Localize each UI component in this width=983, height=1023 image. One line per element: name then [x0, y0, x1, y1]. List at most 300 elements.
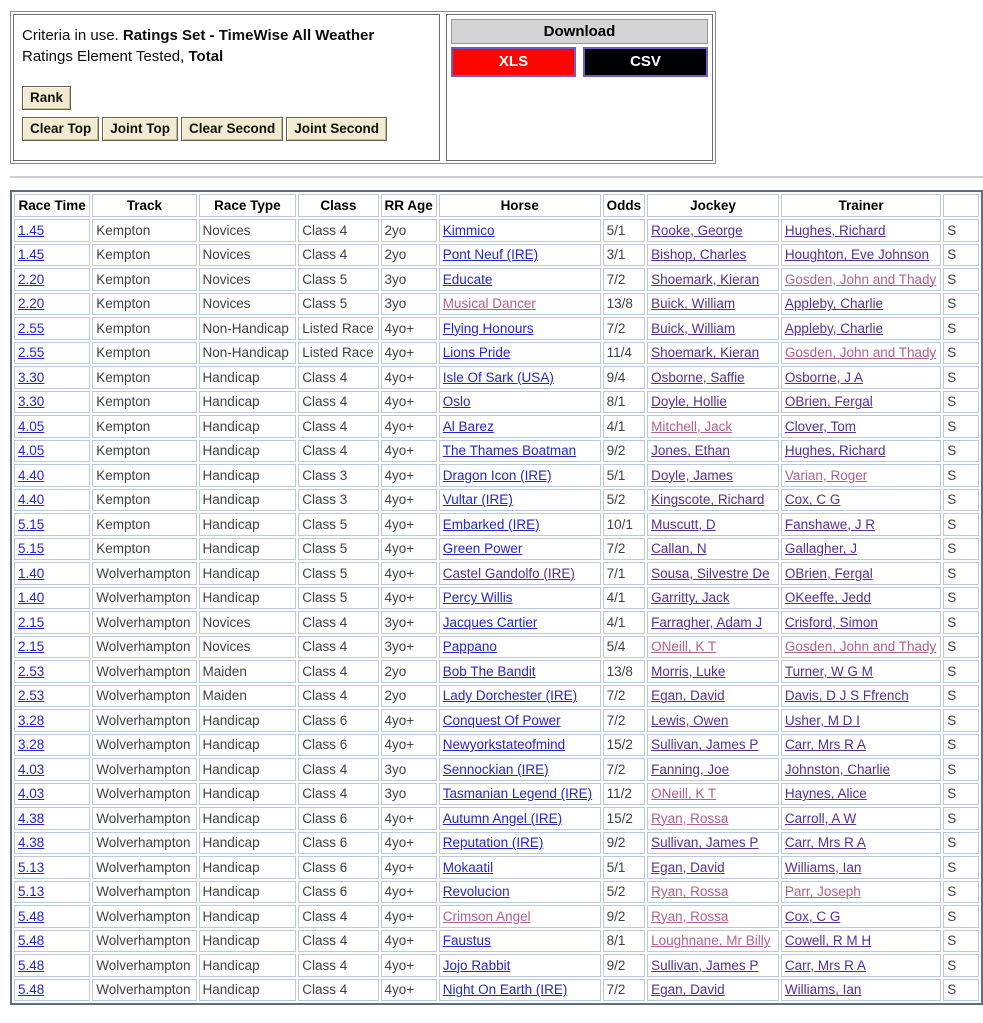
trainer-link[interactable]: Varian, Roger: [784, 467, 868, 483]
horse-link[interactable]: Jacques Cartier: [442, 614, 538, 630]
class-cell-cell: Class 5: [298, 538, 378, 561]
race-time-link[interactable]: 1.45: [18, 247, 45, 263]
horse-link-cell: [439, 440, 601, 463]
trainer-link[interactable]: Gallagher, J: [784, 541, 857, 557]
horse-link[interactable]: Crimson Angel: [442, 908, 531, 924]
extra-cell-cell: S: [943, 513, 979, 536]
jockey-link-cell: [647, 317, 779, 340]
race-type-cell-cell: Non-Handicap: [199, 317, 297, 340]
jockey-link[interactable]: Buick, William: [651, 296, 736, 312]
horse-link-cell: [439, 513, 601, 536]
class-cell-cell: Class 4: [298, 783, 378, 806]
joint-top-button[interactable]: Joint Top: [102, 117, 178, 141]
criteria-panel: [13, 14, 440, 161]
horse-link[interactable]: Dragon Icon (IRE): [442, 467, 552, 483]
trainer-link[interactable]: Carr, Mrs R A: [784, 957, 866, 973]
trainer-link[interactable]: Usher, M D I: [784, 712, 860, 728]
extra-cell-cell: S: [943, 954, 979, 977]
rr-age-cell-cell: 4yo+: [381, 317, 437, 340]
rr-age-cell-cell: 4yo+: [381, 489, 437, 512]
race-time-link[interactable]: 4.40: [18, 467, 45, 483]
extra-cell-cell: S: [943, 464, 979, 487]
race-type-cell-cell: Novices: [199, 268, 297, 291]
horse-link[interactable]: Castel Gandolfo (IRE): [442, 565, 575, 581]
race-time-link-cell: [14, 464, 90, 487]
odds-cell-cell: 7/1: [603, 562, 646, 585]
race-time-link[interactable]: 2.53: [18, 663, 45, 679]
trainer-link-cell: [781, 636, 941, 659]
odds-cell-cell: 11/2: [603, 783, 646, 806]
horse-link[interactable]: Mokaatil: [442, 859, 494, 875]
race-time-link[interactable]: 4.38: [18, 835, 45, 851]
trainer-link-cell: [781, 464, 941, 487]
jockey-link[interactable]: Buick, William: [651, 320, 736, 336]
rr-age-cell-cell: 4yo+: [381, 930, 437, 953]
horse-link[interactable]: Newyorkstateofmind: [442, 737, 566, 753]
column-header-race-type: Race Type: [199, 194, 297, 217]
track-cell-cell: Wolverhampton: [92, 611, 196, 634]
horse-link[interactable]: Kimmico: [442, 222, 495, 238]
horse-link-cell: [439, 709, 601, 732]
track-cell-cell: Kempton: [92, 489, 196, 512]
race-time-link-cell: [14, 611, 90, 634]
class-cell-cell: Class 4: [298, 244, 378, 267]
race-type-cell-cell: Handicap: [199, 856, 297, 879]
table-row: [14, 954, 979, 977]
jockey-link-cell: [647, 489, 779, 512]
race-time-link[interactable]: 2.15: [18, 614, 45, 630]
jockey-link[interactable]: Ryan, Rossa: [651, 908, 729, 924]
class-cell-cell: Class 5: [298, 562, 378, 585]
odds-cell-cell: 7/2: [603, 709, 646, 732]
race-time-link[interactable]: 3.30: [18, 394, 45, 410]
trainer-link[interactable]: Appleby, Charlie: [784, 320, 883, 336]
jockey-link-cell: [647, 391, 779, 414]
horse-link[interactable]: Faustus: [442, 933, 491, 949]
horse-link-cell: [439, 930, 601, 953]
table-row: [14, 783, 979, 806]
jockey-link[interactable]: Ryan, Rossa: [651, 884, 729, 900]
trainer-link-cell: [781, 881, 941, 904]
race-time-link[interactable]: 2.15: [18, 639, 45, 655]
clear-top-button[interactable]: Clear Top: [22, 117, 99, 141]
trainer-link[interactable]: Williams, Ian: [784, 982, 862, 998]
race-time-link[interactable]: 5.48: [18, 933, 45, 949]
odds-cell-cell: 5/1: [603, 219, 646, 242]
race-type-cell-cell: Handicap: [199, 464, 297, 487]
horse-link-cell: [439, 293, 601, 316]
race-time-link-cell: [14, 685, 90, 708]
race-type-cell-cell: Novices: [199, 636, 297, 659]
race-type-cell-cell: Handicap: [199, 415, 297, 438]
trainer-link-cell: [781, 660, 941, 683]
track-cell-cell: Kempton: [92, 342, 196, 365]
trainer-link[interactable]: Hughes, Richard: [784, 443, 886, 459]
trainer-link[interactable]: Davis, D J S Ffrench: [784, 688, 909, 704]
extra-cell-cell: S: [943, 734, 979, 757]
table-row: [14, 415, 979, 438]
trainer-link[interactable]: Cowell, R M H: [784, 933, 872, 949]
horse-link[interactable]: Autumn Angel (IRE): [442, 810, 563, 826]
race-type-cell-cell: Handicap: [199, 979, 297, 1002]
race-time-link[interactable]: 4.40: [18, 492, 45, 508]
race-time-link[interactable]: 3.30: [18, 369, 45, 385]
race-time-link-cell: [14, 954, 90, 977]
trainer-link[interactable]: OBrien, Fergal: [784, 565, 873, 581]
table-row: [14, 832, 979, 855]
column-header-track: Track: [92, 194, 196, 217]
jockey-link[interactable]: Ryan, Rossa: [651, 810, 729, 826]
rank-button[interactable]: Rank: [22, 86, 71, 110]
race-time-link-cell: [14, 293, 90, 316]
trainer-link[interactable]: Gosden, John and Thady: [784, 345, 937, 361]
rr-age-cell-cell: 4yo+: [381, 538, 437, 561]
jockey-link[interactable]: Shoemark, Kieran: [651, 345, 760, 361]
download-xls-button[interactable]: XLS: [451, 47, 576, 77]
horse-link-cell: [439, 489, 601, 512]
race-time-link[interactable]: 2.55: [18, 320, 45, 336]
horse-link-cell: [439, 905, 601, 928]
race-time-link[interactable]: 5.15: [18, 516, 45, 532]
jockey-link[interactable]: Doyle, James: [651, 467, 733, 483]
extra-cell-cell: S: [943, 636, 979, 659]
rr-age-cell-cell: 4yo+: [381, 832, 437, 855]
download-csv-button[interactable]: CSV: [583, 47, 708, 77]
horse-link[interactable]: Tasmanian Legend (IRE): [442, 786, 593, 802]
trainer-link[interactable]: OBrien, Fergal: [784, 394, 873, 410]
race-time-link[interactable]: 5.48: [18, 908, 45, 924]
download-title: Download: [451, 19, 708, 44]
race-time-link[interactable]: 3.28: [18, 737, 45, 753]
trainer-link-cell: [781, 219, 941, 242]
jockey-link-cell: [647, 905, 779, 928]
ratings-set-value: Ratings Set - TimeWise All Weather: [122, 27, 375, 44]
table-row: [14, 562, 979, 585]
horse-link[interactable]: Green Power: [442, 541, 523, 557]
jockey-link[interactable]: Morris, Luke: [651, 663, 726, 679]
table-row: [14, 807, 979, 830]
rank-row: [22, 86, 433, 110]
race-time-link-cell: [14, 489, 90, 512]
horse-link-cell: [439, 611, 601, 634]
track-cell-cell: Kempton: [92, 317, 196, 340]
track-cell-cell: Wolverhampton: [92, 587, 196, 610]
track-cell-cell: Wolverhampton: [92, 685, 196, 708]
jockey-link[interactable]: ONeill, K T: [651, 639, 717, 655]
jockey-link[interactable]: Callan, N: [651, 541, 707, 557]
extra-cell-cell: S: [943, 587, 979, 610]
jockey-link[interactable]: Kingscote, Richard: [651, 492, 765, 508]
track-cell-cell: Wolverhampton: [92, 709, 196, 732]
horse-link-cell: [439, 538, 601, 561]
race-time-link-cell: [14, 268, 90, 291]
horse-link[interactable]: Pont Neuf (IRE): [442, 247, 539, 263]
class-cell-cell: Class 4: [298, 905, 378, 928]
odds-cell-cell: 7/2: [603, 979, 646, 1002]
trainer-link-cell: [781, 709, 941, 732]
race-time-link-cell: [14, 905, 90, 928]
class-cell-cell: Class 4: [298, 415, 378, 438]
trainer-link[interactable]: Gosden, John and Thady: [784, 271, 937, 287]
race-type-cell-cell: Handicap: [199, 881, 297, 904]
jockey-link-cell: [647, 513, 779, 536]
jockey-link[interactable]: Egan, David: [651, 859, 725, 875]
jockey-link[interactable]: Egan, David: [651, 688, 725, 704]
jockey-link[interactable]: Fanning, Joe: [651, 761, 730, 777]
trainer-link-cell: [781, 342, 941, 365]
odds-cell-cell: 4/1: [603, 611, 646, 634]
race-time-link[interactable]: 4.05: [18, 418, 45, 434]
class-cell-cell: Class 6: [298, 709, 378, 732]
race-time-link[interactable]: 4.38: [18, 810, 45, 826]
jockey-link[interactable]: Lewis, Owen: [651, 712, 729, 728]
race-type-cell-cell: Handicap: [199, 366, 297, 389]
track-cell-cell: Wolverhampton: [92, 562, 196, 585]
rr-age-cell-cell: 4yo+: [381, 391, 437, 414]
horse-link[interactable]: Isle Of Sark (USA): [442, 369, 554, 385]
trainer-link[interactable]: Osborne, J A: [784, 369, 863, 385]
race-time-link[interactable]: 2.55: [18, 345, 45, 361]
track-cell-cell: Wolverhampton: [92, 881, 196, 904]
race-type-cell-cell: Maiden: [199, 660, 297, 683]
rr-age-cell-cell: 3yo: [381, 758, 437, 781]
race-time-link[interactable]: 5.48: [18, 982, 45, 998]
extra-cell-cell: S: [943, 562, 979, 585]
jockey-link[interactable]: Sullivan, James P: [651, 957, 759, 973]
odds-cell-cell: 7/2: [603, 685, 646, 708]
race-time-link[interactable]: 4.05: [18, 443, 45, 459]
trainer-link-cell: [781, 611, 941, 634]
trainer-link[interactable]: Turner, W G M: [784, 663, 873, 679]
horse-link-cell: [439, 807, 601, 830]
horse-link-cell: [439, 856, 601, 879]
race-time-link-cell: [14, 562, 90, 585]
horse-link[interactable]: Embarked (IRE): [442, 516, 540, 532]
joint-second-button[interactable]: Joint Second: [286, 117, 387, 141]
jockey-link[interactable]: Bishop, Charles: [651, 247, 747, 263]
trainer-link[interactable]: Houghton, Eve Johnson: [784, 247, 930, 263]
track-cell-cell: Wolverhampton: [92, 954, 196, 977]
table-row: [14, 538, 979, 561]
horse-link-cell: [439, 317, 601, 340]
column-header-jockey: Jockey: [647, 194, 779, 217]
jockey-link[interactable]: ONeill, K T: [651, 786, 717, 802]
race-type-cell-cell: Handicap: [199, 489, 297, 512]
race-time-link-cell: [14, 342, 90, 365]
column-header-horse: Horse: [439, 194, 601, 217]
odds-cell-cell: 5/4: [603, 636, 646, 659]
criteria-line1-text: Criteria in use.: [22, 27, 123, 44]
rr-age-cell-cell: 4yo+: [381, 954, 437, 977]
race-time-link-cell: [14, 244, 90, 267]
horse-link[interactable]: Jojo Rabbit: [442, 957, 511, 973]
jockey-link[interactable]: Mitchell, Jack: [651, 418, 733, 434]
horse-link[interactable]: The Thames Boatman: [442, 443, 577, 459]
jockey-link[interactable]: Sullivan, James P: [651, 835, 759, 851]
table-row: [14, 611, 979, 634]
top-panel: [10, 11, 716, 164]
trainer-link-cell: [781, 268, 941, 291]
horse-link[interactable]: Bob The Bandit: [442, 663, 536, 679]
trainer-link[interactable]: Hughes, Richard: [784, 222, 886, 238]
jockey-link[interactable]: Garritty, Jack: [651, 590, 730, 606]
trainer-link[interactable]: Haynes, Alice: [784, 786, 867, 802]
race-time-link[interactable]: 5.13: [18, 884, 45, 900]
jockey-link-cell: [647, 881, 779, 904]
jockey-link[interactable]: Egan, David: [651, 982, 725, 998]
jockey-link[interactable]: Jones, Ethan: [651, 443, 730, 459]
jockey-link[interactable]: Rooke, George: [651, 222, 743, 238]
criteria-line-1: [22, 25, 433, 46]
horse-link-cell: [439, 342, 601, 365]
race-type-cell-cell: Handicap: [199, 587, 297, 610]
jockey-link-cell: [647, 636, 779, 659]
race-time-link[interactable]: 4.03: [18, 786, 45, 802]
race-time-link-cell: [14, 587, 90, 610]
horse-link[interactable]: Oslo: [442, 394, 471, 410]
rr-age-cell-cell: 4yo+: [381, 856, 437, 879]
track-cell-cell: Wolverhampton: [92, 783, 196, 806]
odds-cell-cell: 8/1: [603, 930, 646, 953]
horse-link[interactable]: Reputation (IRE): [442, 835, 544, 851]
race-time-link[interactable]: 1.40: [18, 590, 45, 606]
jockey-link[interactable]: Osborne, Saffie: [651, 369, 745, 385]
table-row: [14, 317, 979, 340]
clear-second-button[interactable]: Clear Second: [181, 117, 283, 141]
jockey-link-cell: [647, 783, 779, 806]
jockey-link[interactable]: Sousa, Silvestre De: [651, 565, 770, 581]
race-time-link[interactable]: 2.53: [18, 688, 45, 704]
horse-link[interactable]: Flying Honours: [442, 320, 534, 336]
trainer-link-cell: [781, 293, 941, 316]
rr-age-cell-cell: 4yo+: [381, 366, 437, 389]
class-cell-cell: Class 4: [298, 660, 378, 683]
trainer-link-cell: [781, 979, 941, 1002]
jockey-link-cell: [647, 611, 779, 634]
trainer-link[interactable]: Carroll, A W: [784, 810, 857, 826]
rr-age-cell-cell: 3yo: [381, 293, 437, 316]
horse-link[interactable]: Educate: [442, 271, 493, 287]
extra-cell-cell: S: [943, 783, 979, 806]
odds-cell-cell: 7/2: [603, 317, 646, 340]
race-time-link[interactable]: 1.45: [18, 222, 45, 238]
trainer-link-cell: [781, 391, 941, 414]
trainer-link[interactable]: Parr, Joseph: [784, 884, 861, 900]
trainer-link[interactable]: Gosden, John and Thady: [784, 639, 937, 655]
race-type-cell-cell: Handicap: [199, 562, 297, 585]
table-row: [14, 758, 979, 781]
horse-link[interactable]: Sennockian (IRE): [442, 761, 549, 777]
horse-link[interactable]: Vultar (IRE): [442, 492, 513, 508]
trainer-link-cell: [781, 366, 941, 389]
track-cell-cell: Kempton: [92, 293, 196, 316]
odds-cell-cell: 9/2: [603, 832, 646, 855]
extra-cell-cell: S: [943, 905, 979, 928]
trainer-link[interactable]: Cox, C G: [784, 908, 841, 924]
trainer-link[interactable]: Carr, Mrs R A: [784, 835, 866, 851]
race-time-link[interactable]: 3.28: [18, 712, 45, 728]
race-time-link[interactable]: 2.20: [18, 296, 45, 312]
table-row: [14, 513, 979, 536]
race-time-link[interactable]: 5.15: [18, 541, 45, 557]
table-row: [14, 979, 979, 1002]
trainer-link[interactable]: Johnston, Charlie: [784, 761, 890, 777]
jockey-link[interactable]: Doyle, Hollie: [651, 394, 727, 410]
jockey-link-cell: [647, 464, 779, 487]
jockey-link[interactable]: Sullivan, James P: [651, 737, 759, 753]
horse-link[interactable]: Conquest Of Power: [442, 712, 561, 728]
odds-cell-cell: 5/2: [603, 489, 646, 512]
table-row: [14, 464, 979, 487]
class-cell-cell: Class 5: [298, 293, 378, 316]
trainer-link-cell: [781, 440, 941, 463]
horse-link[interactable]: Revolucion: [442, 884, 510, 900]
horse-link-cell: [439, 660, 601, 683]
jockey-link[interactable]: Farragher, Adam J: [651, 614, 763, 630]
class-cell-cell: Class 6: [298, 856, 378, 879]
class-cell-cell: Listed Race: [298, 317, 378, 340]
race-time-link[interactable]: 2.20: [18, 271, 45, 287]
race-time-link[interactable]: 1.40: [18, 565, 45, 581]
race-time-link-cell: [14, 317, 90, 340]
extra-cell-cell: S: [943, 415, 979, 438]
odds-cell-cell: 5/2: [603, 881, 646, 904]
trainer-link[interactable]: Crisford, Simon: [784, 614, 878, 630]
horse-link[interactable]: Percy Willis: [442, 590, 513, 606]
horse-link[interactable]: Pappano: [442, 639, 497, 655]
jockey-link[interactable]: Shoemark, Kieran: [651, 271, 760, 287]
trainer-link[interactable]: Appleby, Charlie: [784, 296, 883, 312]
trainer-link[interactable]: OKeeffe, Jedd: [784, 590, 871, 606]
horse-link-cell: [439, 415, 601, 438]
class-cell-cell: Class 4: [298, 979, 378, 1002]
odds-cell-cell: 3/1: [603, 244, 646, 267]
race-time-link-cell: [14, 709, 90, 732]
odds-cell-cell: 5/1: [603, 464, 646, 487]
trainer-link[interactable]: Fanshawe, J R: [784, 516, 875, 532]
race-type-cell-cell: Novices: [199, 219, 297, 242]
track-cell-cell: Kempton: [92, 415, 196, 438]
trainer-link[interactable]: Carr, Mrs R A: [784, 737, 866, 753]
trainer-link[interactable]: Cox, C G: [784, 492, 841, 508]
race-time-link[interactable]: 4.03: [18, 761, 45, 777]
track-cell-cell: Wolverhampton: [92, 636, 196, 659]
horse-link[interactable]: Al Barez: [442, 418, 494, 434]
jockey-link-cell: [647, 758, 779, 781]
race-time-link[interactable]: 5.13: [18, 859, 45, 875]
jockey-link[interactable]: Muscutt, D: [651, 516, 716, 532]
extra-cell-cell: S: [943, 611, 979, 634]
trainer-link[interactable]: Williams, Ian: [784, 859, 862, 875]
track-cell-cell: Kempton: [92, 366, 196, 389]
trainer-link[interactable]: Clover, Tom: [784, 418, 856, 434]
trainer-link-cell: [781, 538, 941, 561]
trainer-link-cell: [781, 734, 941, 757]
horse-link[interactable]: Lions Pride: [442, 345, 511, 361]
extra-cell-cell: S: [943, 489, 979, 512]
horse-link[interactable]: Night On Earth (IRE): [442, 982, 568, 998]
jockey-link-cell: [647, 930, 779, 953]
race-time-link[interactable]: 5.48: [18, 957, 45, 973]
horse-link[interactable]: Musical Dancer: [442, 296, 536, 312]
extra-cell-cell: S: [943, 440, 979, 463]
trainer-link-cell: [781, 930, 941, 953]
class-cell-cell: Class 4: [298, 391, 378, 414]
rr-age-cell-cell: 4yo+: [381, 979, 437, 1002]
horse-link[interactable]: Lady Dorchester (IRE): [442, 688, 578, 704]
jockey-link-cell: [647, 415, 779, 438]
jockey-link[interactable]: Loughnane, Mr Billy: [651, 933, 771, 949]
